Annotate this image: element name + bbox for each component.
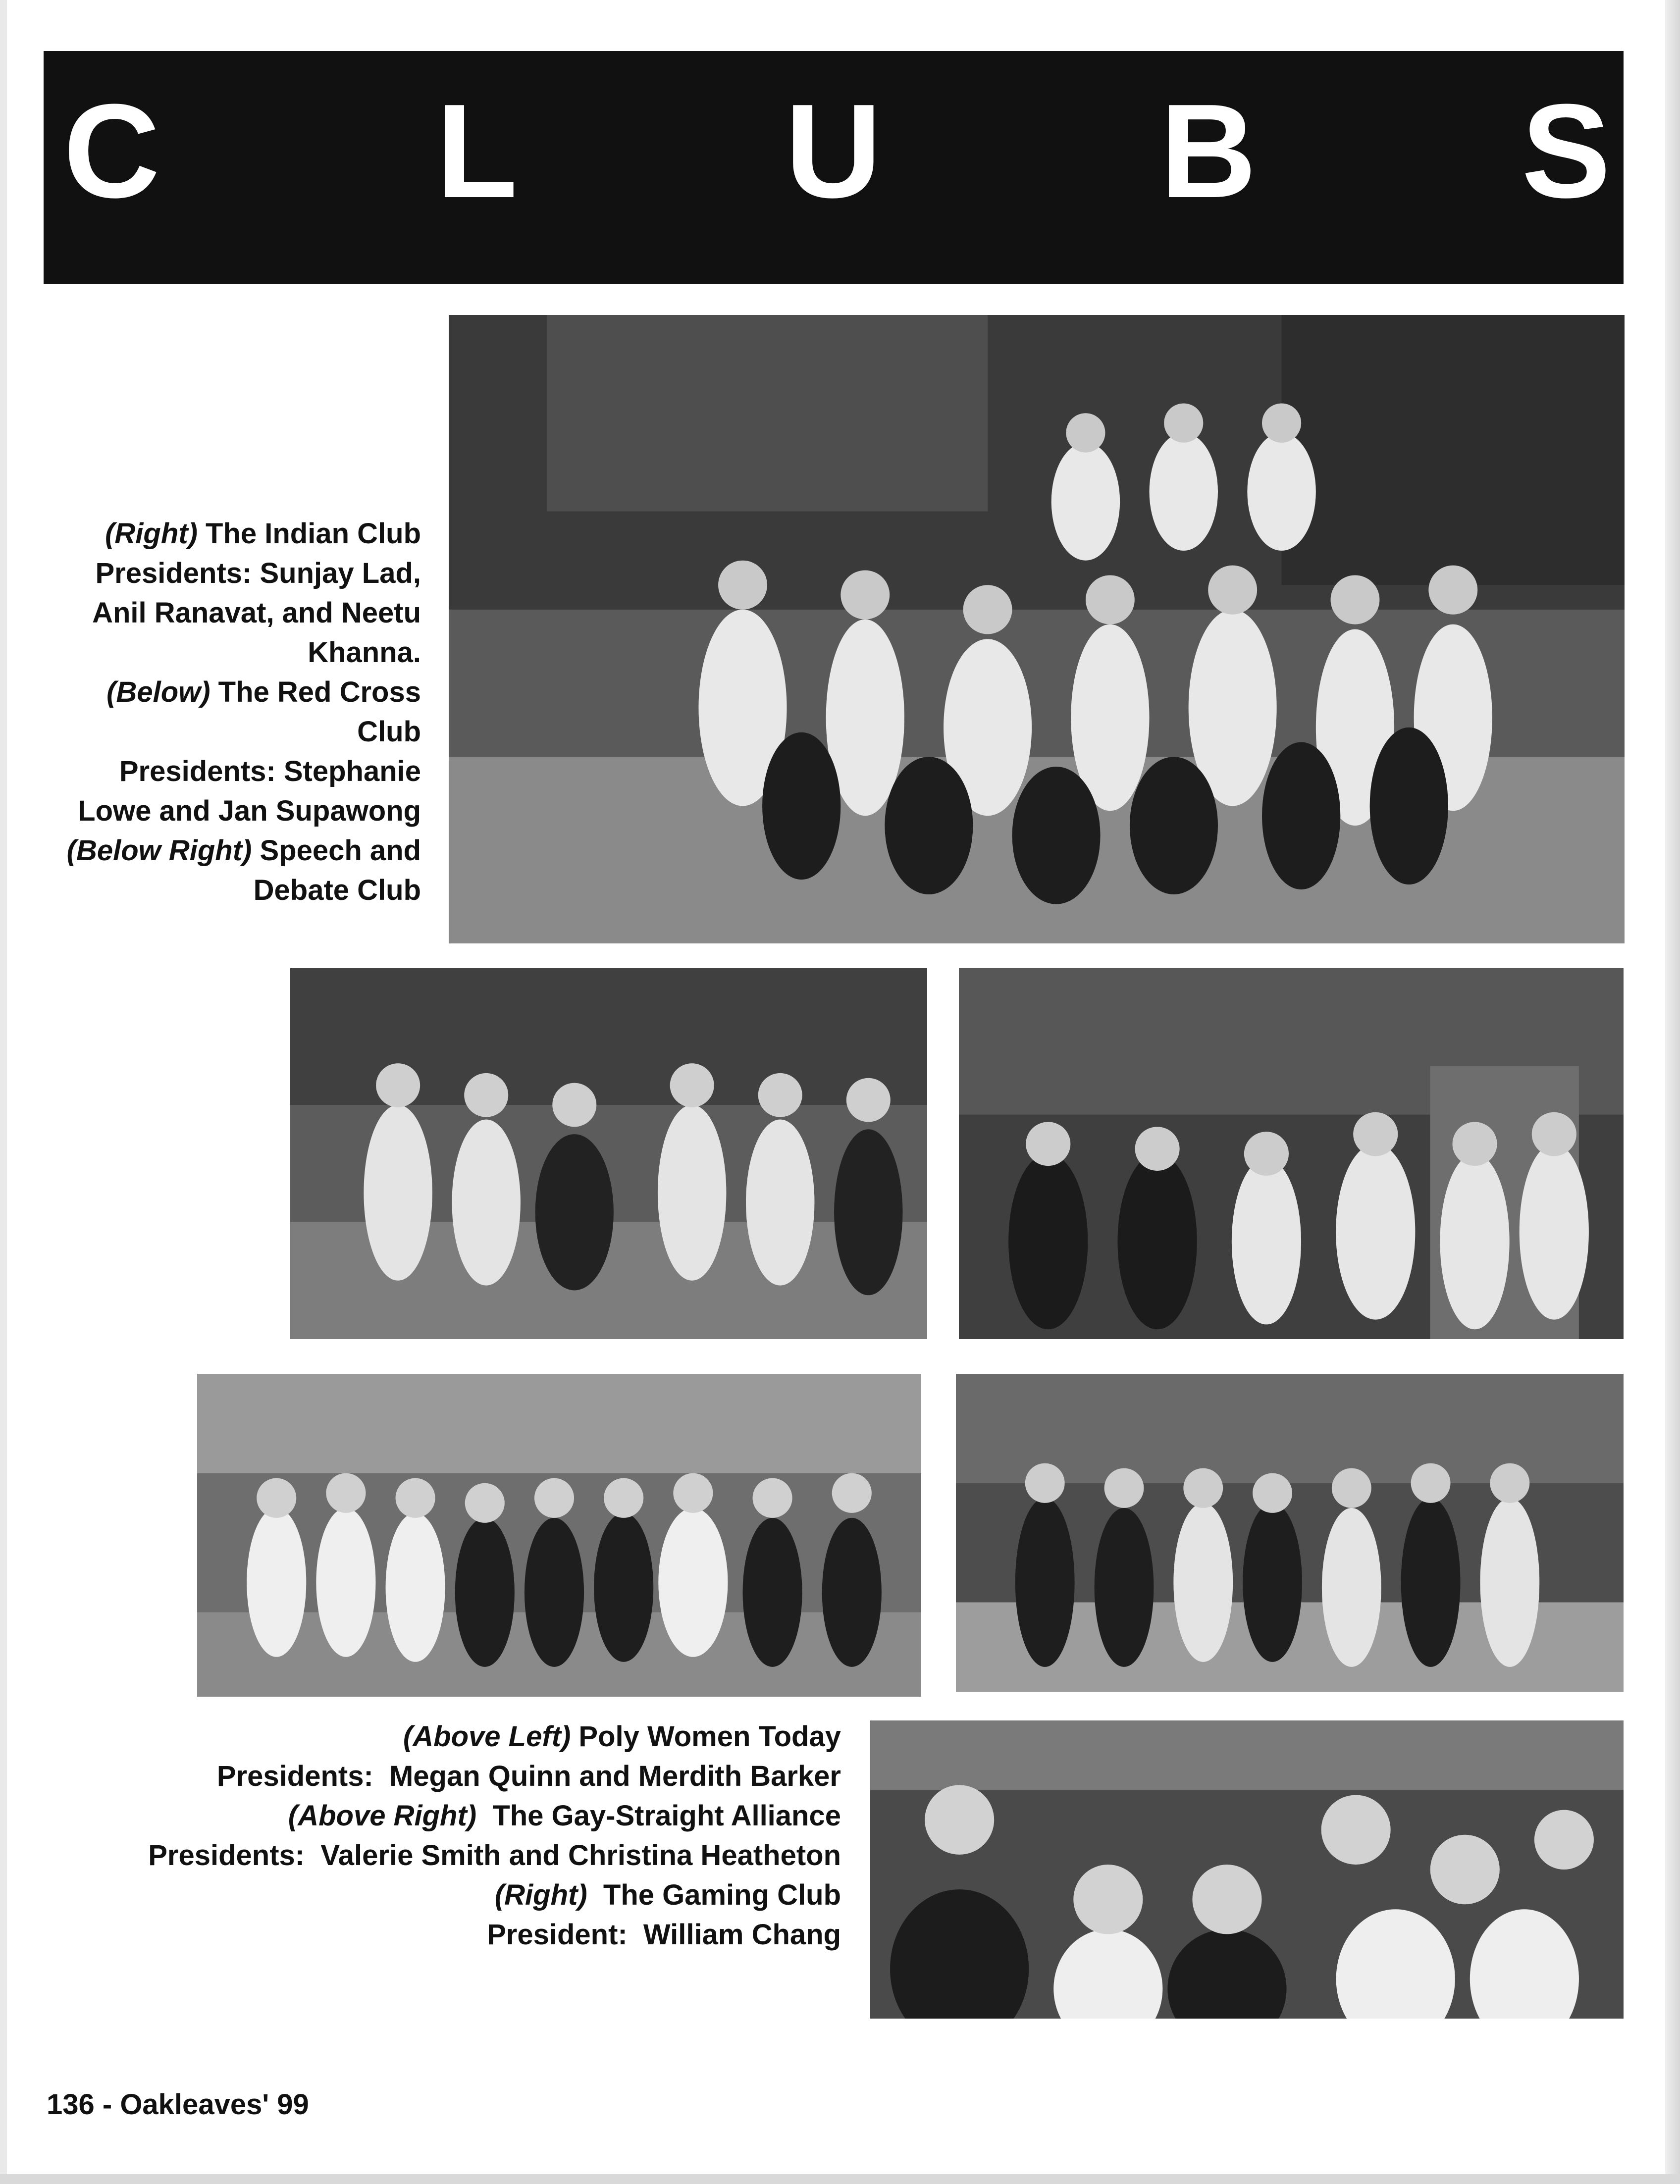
caption-indian-redcross-speech xyxy=(30,514,421,910)
caption-text: The Indian Club xyxy=(197,518,421,550)
banner-letter-l: L xyxy=(436,77,518,226)
caption-text: Presidents: Stephanie xyxy=(119,755,421,787)
caption-text: The Red Cross xyxy=(210,676,421,708)
photo-speech-debate-club xyxy=(959,968,1624,1339)
caption-label: (Right) xyxy=(494,1879,587,1911)
banner-letter-c: C xyxy=(63,77,160,226)
caption-line xyxy=(30,593,421,633)
photo-gaming-club-image xyxy=(870,1720,1624,2019)
caption-text: The Gaming Club xyxy=(587,1879,841,1911)
banner-letter-b: B xyxy=(1160,77,1257,226)
caption-line xyxy=(30,752,421,791)
caption-text: Club xyxy=(357,716,421,748)
photo-red-cross-club-image xyxy=(290,968,927,1339)
caption-text: Debate Club xyxy=(253,874,421,906)
photo-poly-women-today-image xyxy=(197,1374,921,1697)
banner-letter-u: U xyxy=(785,77,882,226)
banner-letter-s: S xyxy=(1522,77,1611,226)
caption-label: (Right) xyxy=(105,518,198,550)
photo-gaming-club xyxy=(870,1720,1624,2019)
photo-indian-club-image xyxy=(449,315,1625,943)
caption-label: (Below) xyxy=(106,676,210,708)
caption-label: (Above Left) xyxy=(403,1720,571,1753)
caption-line xyxy=(50,1875,841,1915)
page-binding-edge xyxy=(0,0,7,2184)
page-edge-bottom xyxy=(0,2174,1680,2184)
caption-text: Lowe and Jan Supawong xyxy=(78,795,421,827)
caption-line xyxy=(50,1796,841,1836)
caption-line xyxy=(30,554,421,593)
caption-label: (Above Right) xyxy=(288,1800,477,1832)
caption-line xyxy=(30,831,421,871)
caption-line xyxy=(30,791,421,831)
caption-line xyxy=(30,633,421,673)
caption-text: Khanna. xyxy=(308,636,421,669)
page-folio: 136 - Oakleaves' 99 xyxy=(47,2088,309,2121)
caption-women-gsa-gaming xyxy=(50,1717,841,1955)
caption-label: (Below Right) xyxy=(66,834,252,867)
photo-gay-straight-alliance-image xyxy=(956,1374,1624,1692)
caption-text: Speech and xyxy=(252,834,421,867)
caption-line xyxy=(50,1915,841,1955)
page-edge-right xyxy=(1665,0,1680,2184)
photo-poly-women-today xyxy=(197,1374,921,1697)
caption-line xyxy=(50,1757,841,1796)
caption-line xyxy=(50,1836,841,1875)
caption-text: Anil Ranavat, and Neetu xyxy=(92,597,421,629)
caption-line xyxy=(30,514,421,554)
caption-text: The Gay-Straight Alliance xyxy=(476,1800,841,1832)
caption-text: Presidents: Sunjay Lad, xyxy=(95,557,421,589)
caption-text: Presidents: Megan Quinn and Merdith Barker xyxy=(216,1760,841,1792)
caption-line xyxy=(30,673,421,712)
photo-indian-club xyxy=(449,315,1625,943)
caption-text: President: William Chang xyxy=(487,1919,841,1951)
caption-text: Presidents: Valerie Smith and Christina Heatheton xyxy=(148,1839,841,1872)
photo-speech-debate-club-image xyxy=(959,968,1624,1339)
photo-gay-straight-alliance xyxy=(956,1374,1624,1692)
photo-red-cross-club xyxy=(290,968,927,1339)
caption-line xyxy=(30,871,421,910)
caption-text: Poly Women Today xyxy=(571,1720,841,1753)
caption-line xyxy=(30,712,421,752)
caption-line xyxy=(50,1717,841,1757)
